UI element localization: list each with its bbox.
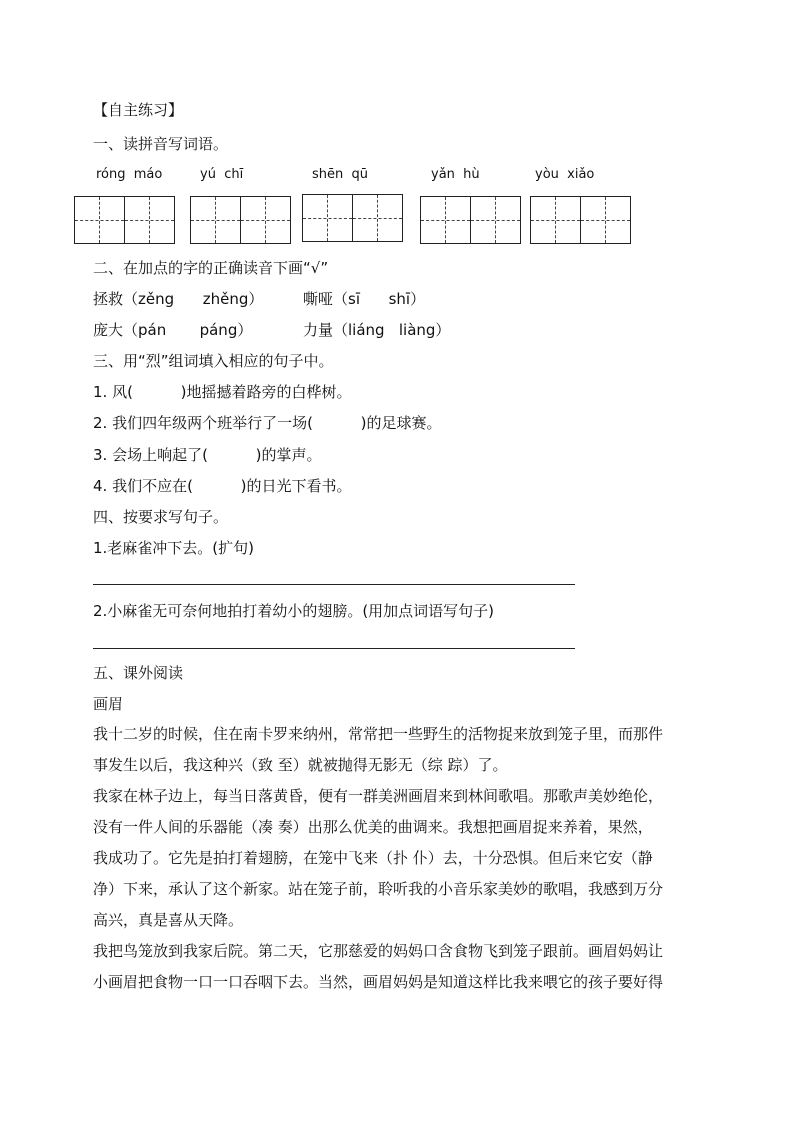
writing-grid-1[interactable] — [74, 196, 175, 244]
story-line: 我家在林子边上，每当日落黄昏，便有一群美洲画眉来到林间歌唱。那歌声美妙绝伦， — [93, 787, 664, 805]
grid-cell[interactable] — [531, 197, 581, 243]
grid-cell[interactable] — [471, 197, 521, 243]
grid-cell[interactable] — [125, 197, 175, 243]
story-title: 画眉 — [93, 695, 124, 713]
fill-blank-sentence[interactable]: 4. 我们不应在( )的日光下看书。 — [93, 477, 352, 495]
grid-cell[interactable] — [421, 197, 471, 243]
story-line: 事发生以后，我这种兴（致 至）就被抛得无影无（综 踪）了。 — [93, 756, 508, 774]
fill-blank-sentence[interactable]: 2. 我们四年级两个班举行了一场( )的足球赛。 — [93, 414, 442, 432]
story-line: 我成功了。它先是拍打着翅膀，在笼中飞来（扑 仆）去，十分恐惧。但后来它安（静 — [93, 849, 653, 867]
pinyin-1: róng máo — [96, 167, 163, 182]
answer-line[interactable] — [93, 584, 575, 585]
story-paragraph-1 — [93, 719, 705, 781]
pinyin-4: yǎn hù — [431, 167, 480, 182]
writing-grid-3[interactable] — [302, 194, 403, 242]
section3-title: 三、用“烈”组词填入相应的句子中。 — [93, 352, 334, 370]
story-paragraph-2 — [93, 781, 705, 936]
pronunciation-item[interactable]: 嘶哑（sī shī） — [303, 290, 426, 308]
section5-title: 五、课外阅读 — [93, 664, 184, 682]
pinyin-2: yú chī — [200, 167, 244, 182]
story-paragraph-3 — [93, 936, 705, 998]
grid-cell[interactable] — [353, 195, 403, 241]
pronunciation-item[interactable]: 力量（liáng liàng） — [303, 321, 451, 339]
story-line: 小画眉把食物一口一口吞咽下去。当然，画眉妈妈是知道这样比我来喂它的孩子要好得 — [93, 973, 664, 991]
sentence-prompt: 2.小麻雀无可奈何地拍打着幼小的翅膀。(用加点词语写句子) — [93, 602, 495, 620]
story-line: 我十二岁的时候，住在南卡罗来纳州，常常把一些野生的活物捉来放到笼子里，而那件 — [93, 725, 664, 743]
fill-blank-sentence[interactable]: 3. 会场上响起了( )的掌声。 — [93, 446, 322, 464]
fill-blank-sentence[interactable]: 1. 风( )地摇撼着路旁的白桦树。 — [93, 383, 352, 401]
answer-line[interactable] — [93, 648, 575, 649]
sentence-prompt: 1.老麻雀冲下去。(扩句) — [93, 539, 255, 557]
pronunciation-item[interactable]: 拯救（zěng zhěng） — [93, 290, 264, 308]
grid-cell[interactable] — [191, 197, 241, 243]
section4-title: 四、按要求写句子。 — [93, 508, 229, 526]
story-line: 净）下来，承认了这个新家。站在笼子前，聆听我的小音乐家美妙的歌唱，我感到万分 — [93, 880, 664, 898]
practice-header: 【自主练习】 — [93, 101, 184, 119]
writing-grid-4[interactable] — [420, 196, 521, 244]
pinyin-3: shēn qū — [312, 167, 369, 182]
grid-cell[interactable] — [241, 197, 291, 243]
story-line: 没有一件人间的乐器能（凑 奏）出那么优美的曲调来。我想把画眉捉来养着，果然， — [93, 818, 653, 836]
grid-cell[interactable] — [303, 195, 353, 241]
story-line: 我把鸟笼放到我家后院。第二天，它那慈爱的妈妈口含食物飞到笼子跟前。画眉妈妈让 — [93, 942, 664, 960]
section2-title: 二、在加点的字的正确读音下画“√” — [93, 259, 329, 277]
pinyin-5: yòu xiǎo — [535, 167, 595, 182]
grid-cell[interactable] — [75, 197, 125, 243]
section1-title: 一、读拼音写词语。 — [93, 135, 229, 153]
writing-grid-2[interactable] — [190, 196, 291, 244]
writing-grid-5[interactable] — [530, 196, 631, 244]
pronunciation-item[interactable]: 庞大（pán páng） — [93, 321, 253, 339]
story-line: 高兴，真是喜从天降。 — [93, 911, 244, 929]
grid-cell[interactable] — [581, 197, 631, 243]
